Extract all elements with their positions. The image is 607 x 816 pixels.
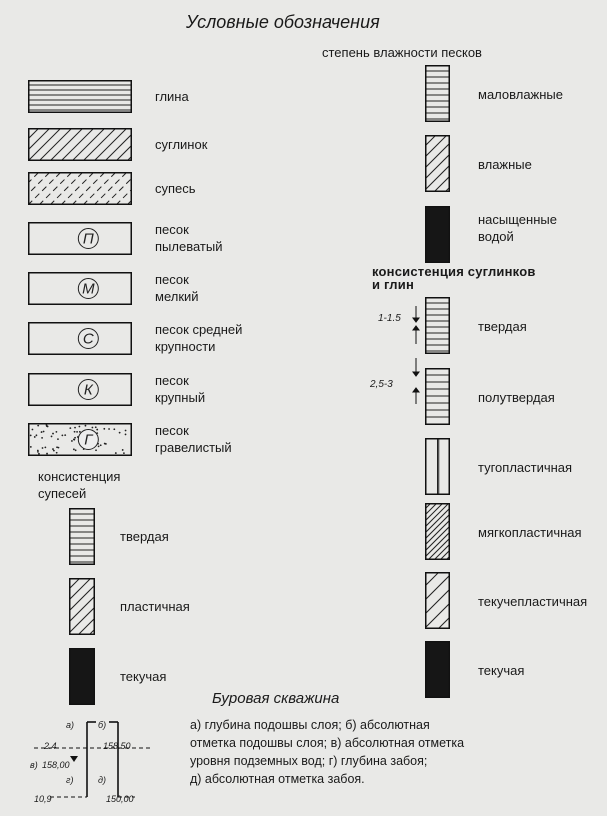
clay-label: полутвердая xyxy=(478,390,555,405)
borehole-legend-line: д) абсолютная отметка забоя. xyxy=(190,772,365,786)
soil-label: супесь xyxy=(155,181,196,196)
depth-bottom-layer: 2.4 xyxy=(44,741,57,751)
page-title: Условные обозначения xyxy=(186,12,380,32)
soil-letter: М xyxy=(82,280,95,298)
soil-symbol-4 xyxy=(28,222,132,255)
dimension-label-1: 1-1.5 xyxy=(378,313,401,324)
clay-symbol-5 xyxy=(425,572,450,629)
soil-symbol-3 xyxy=(28,172,132,205)
soil-letter: Г xyxy=(84,431,93,449)
soil-symbol-7 xyxy=(28,373,132,406)
borehole-legend xyxy=(190,716,464,788)
dimension-label-2: 2,5-3 xyxy=(370,379,393,390)
borehole-label-b: б) xyxy=(98,720,107,730)
borehole-legend-line: уровня подземных вод; г) глубина забоя; xyxy=(190,754,428,768)
soil-letter: С xyxy=(82,330,94,348)
clay-label: мягкопластичная xyxy=(478,525,582,540)
soil-label: песок гравелистый xyxy=(155,423,232,455)
soil-label: песок крупный xyxy=(155,373,206,405)
supes-symbol-3 xyxy=(69,648,95,705)
soil-symbol-6 xyxy=(28,322,132,355)
clay-symbol-6 xyxy=(425,641,450,698)
moisture-heading: степень влажности песков xyxy=(322,45,482,60)
supes-label: твердая xyxy=(120,529,169,544)
borehole-legend-line: а) глубина подошвы слоя; б) абсолютная xyxy=(190,718,430,732)
soil-label: песок средней крупности xyxy=(155,322,243,354)
soil-symbol-5 xyxy=(28,272,132,305)
moisture-symbol-2 xyxy=(425,135,450,192)
clay-label: тугопластичная xyxy=(478,460,573,475)
supes-label: текучая xyxy=(120,669,167,684)
soil-symbol-8 xyxy=(28,423,132,456)
moisture-label: насыщенные водой xyxy=(478,212,557,244)
soil-label: песок пылеватый xyxy=(155,222,223,254)
supes-label: пластичная xyxy=(120,599,190,614)
borehole-label-a: а) xyxy=(66,720,75,730)
soil-symbol-1 xyxy=(28,80,132,113)
clay-label: текучепластичная xyxy=(478,594,588,609)
clay-symbol-3 xyxy=(425,438,450,495)
clay-heading: консистенция суглинков и глин xyxy=(372,264,536,292)
clay-symbol-2 xyxy=(425,368,450,425)
abs-face-elevation: 150,00 xyxy=(106,794,134,804)
borehole-legend-line: отметка подошвы слоя; в) абсолютная отметка xyxy=(190,736,465,750)
moisture-label: влажные xyxy=(478,157,532,172)
soil-label: глина xyxy=(155,89,189,104)
supes-symbol-1 xyxy=(69,508,95,565)
moisture-label: маловлажные xyxy=(478,87,564,102)
soil-letter: К xyxy=(83,381,93,399)
moisture-symbol-1 xyxy=(425,65,450,122)
clay-label: текучая xyxy=(478,663,525,678)
supes-symbol-2 xyxy=(69,578,95,635)
abs-bottom-layer: 158.50 xyxy=(103,741,131,751)
soil-label: суглинок xyxy=(155,137,208,152)
clay-symbol-1 xyxy=(425,297,450,354)
soil-letter: П xyxy=(82,230,94,248)
soil-label: песок мелкий xyxy=(155,272,199,304)
borehole-label-v: в) xyxy=(30,760,38,770)
borehole-depth: 10,9 xyxy=(34,794,52,804)
borehole-title: Буровая скважина xyxy=(212,690,340,707)
clay-symbol-4 xyxy=(425,503,450,560)
soil-symbol-2 xyxy=(28,128,132,161)
groundwater-level: 158,00 xyxy=(42,760,70,770)
borehole-label-g: г) xyxy=(66,775,74,785)
clay-label: твердая xyxy=(478,319,527,334)
borehole-label-d: д) xyxy=(98,775,106,785)
supes-heading: консистенция супесей xyxy=(38,469,121,501)
moisture-symbol-3 xyxy=(425,206,450,263)
